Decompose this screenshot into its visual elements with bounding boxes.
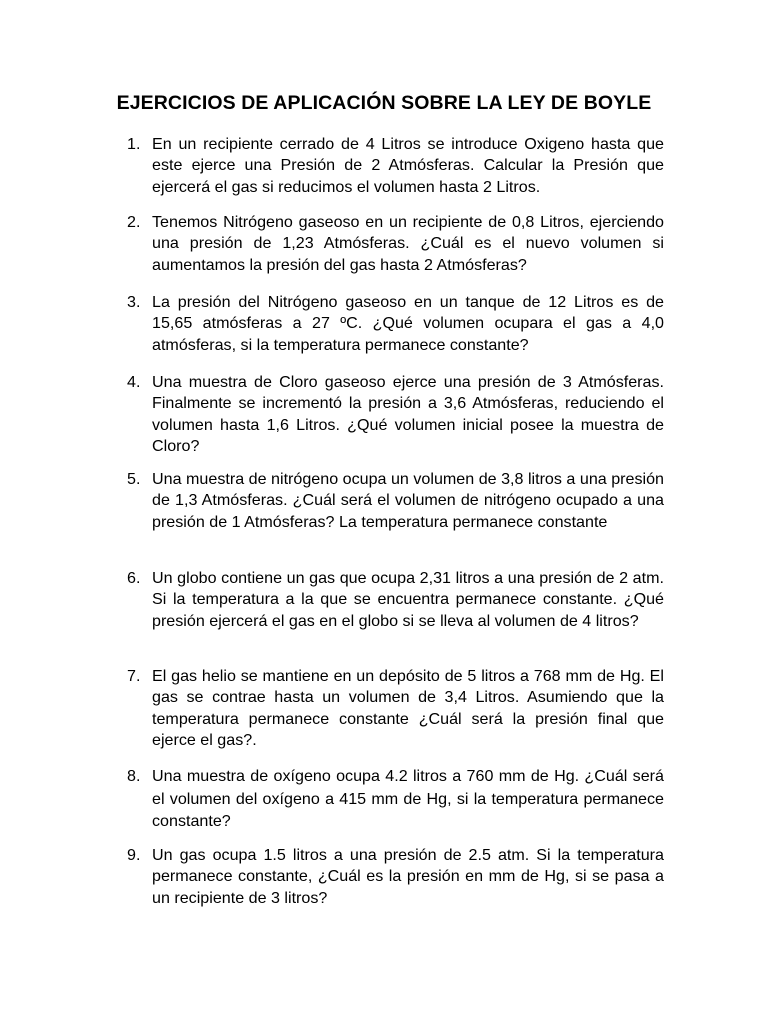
exercise-text: Una muestra de oxígeno ocupa 4.2 litros a 760 mm de Hg. ¿Cuál será el volumen del oxígeno a 415 mm de Hg, si la temperatura permanece constante? <box>152 767 664 830</box>
exercise-text: La presión del Nitrógeno gaseoso en un tanque de 12 Litros es de 15,65 atmósferas a 27 ºC. ¿Qué volumen ocupara el gas a 4,0 atmósferas, si la temperatura permanece constante? <box>152 293 664 354</box>
exercise-text: Un globo contiene un gas que ocupa 2,31 litros a una presión de 2 atm. Si la temperatura a la que se encuentra permanece constante. ¿Qué presión ejercerá el gas en el globo si se lleva al volumen de 4 litros? <box>152 569 664 630</box>
exercise-text: En un recipiente cerrado de 4 Litros se introduce Oxigeno hasta que este ejerce una Presión de 2 Atmósferas. Calcular la Presión que ejercerá el gas si reducimos el volumen hasta 2 Litros. <box>152 135 664 196</box>
exercise-number: 3. <box>127 293 141 311</box>
exercise-item-9 <box>127 845 664 909</box>
exercise-item-5 <box>127 469 664 533</box>
exercise-item-7 <box>127 666 664 751</box>
exercise-number: 2. <box>127 213 141 231</box>
exercise-text: El gas helio se mantiene en un depósito de 5 litros a 768 mm de Hg. El gas se contrae hasta un volumen de 3,4 Litros. Asumiendo que la temperatura permanece constante ¿Cuál será la presión final que ejerce el gas?. <box>152 667 664 749</box>
exercise-number: 9. <box>127 846 141 864</box>
exercise-item-1 <box>127 134 664 198</box>
exercise-number: 6. <box>127 569 141 587</box>
exercise-number: 4. <box>127 373 141 391</box>
exercise-text: Una muestra de Cloro gaseoso ejerce una presión de 3 Atmósferas. Finalmente se incrementó la presión a 3,6 Atmósferas, reduciendo el volumen hasta 1,6 Litros. ¿Qué volumen inicial posee la muestra de Cloro? <box>152 373 664 455</box>
exercise-number: 7. <box>127 667 141 685</box>
exercise-item-8 <box>127 765 664 833</box>
exercise-text: Un gas ocupa 1.5 litros a una presión de 2.5 atm. Si la temperatura permanece constante, ¿Cuál es la presión en mm de Hg, si se pasa a un recipiente de 3 litros? <box>152 846 664 907</box>
exercise-item-3 <box>127 292 664 356</box>
exercise-number: 8. <box>127 767 141 785</box>
exercise-number: 1. <box>127 135 141 153</box>
page-title: EJERCICIOS DE APLICACIÓN SOBRE LA LEY DE BOYLE <box>116 92 652 114</box>
exercise-text: Una muestra de nitrógeno ocupa un volumen de 3,8 litros a una presión de 1,3 Atmósferas. ¿Cuál será el volumen de nitrógeno ocupado a una presión de 1 Atmósferas? La temperatura permanece constante <box>152 470 664 531</box>
exercise-text: Tenemos Nitrógeno gaseoso en un recipiente de 0,8 Litros, ejerciendo una presión de 1,23 Atmósferas. ¿Cuál es el nuevo volumen si aumentamos la presión del gas hasta 2 Atmósferas? <box>152 213 664 274</box>
exercise-number: 5. <box>127 470 141 488</box>
exercise-item-2 <box>127 212 664 276</box>
exercise-item-6 <box>127 568 664 632</box>
exercise-item-4 <box>127 372 664 457</box>
